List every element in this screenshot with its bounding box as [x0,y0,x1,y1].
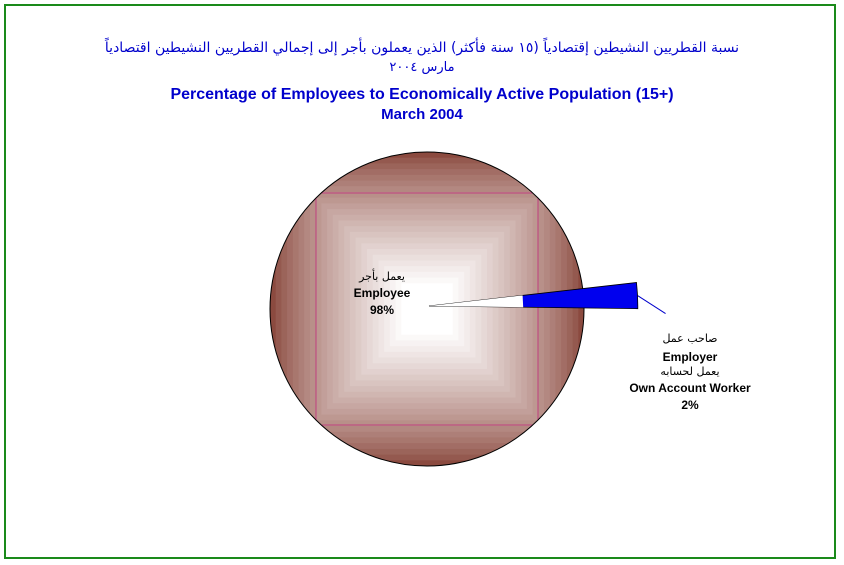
own-account-label-en: Own Account Worker [629,381,751,395]
employer-value: 2% [681,398,699,412]
employer-leader-line [638,296,666,314]
chart-title: Percentage of Employees to Economically Active Population (15+) [170,86,674,103]
employer-label [612,332,768,412]
employee-label [330,270,434,317]
chart-subtitle: March 2004 [381,106,463,123]
arabic-title: نسبة القطريين النشيطين إقتصادياً (١٥ سنة فأكثر) الذين يعملون بأجر إلى إجمالي القطريين النشيطين اقتصادياً [104,40,740,56]
employer-label-ar: صاحب عمل [662,332,718,345]
employer-label-en: Employer [662,350,718,364]
arabic-subtitle: مارس ٢٠٠٤ [389,60,455,75]
employee-label-ar: يعمل بأجر [359,270,405,283]
employee-label-en: Employee [353,286,411,300]
own-account-label-ar: يعمل لحسابه [660,365,720,378]
employee-value: 98% [369,303,395,317]
